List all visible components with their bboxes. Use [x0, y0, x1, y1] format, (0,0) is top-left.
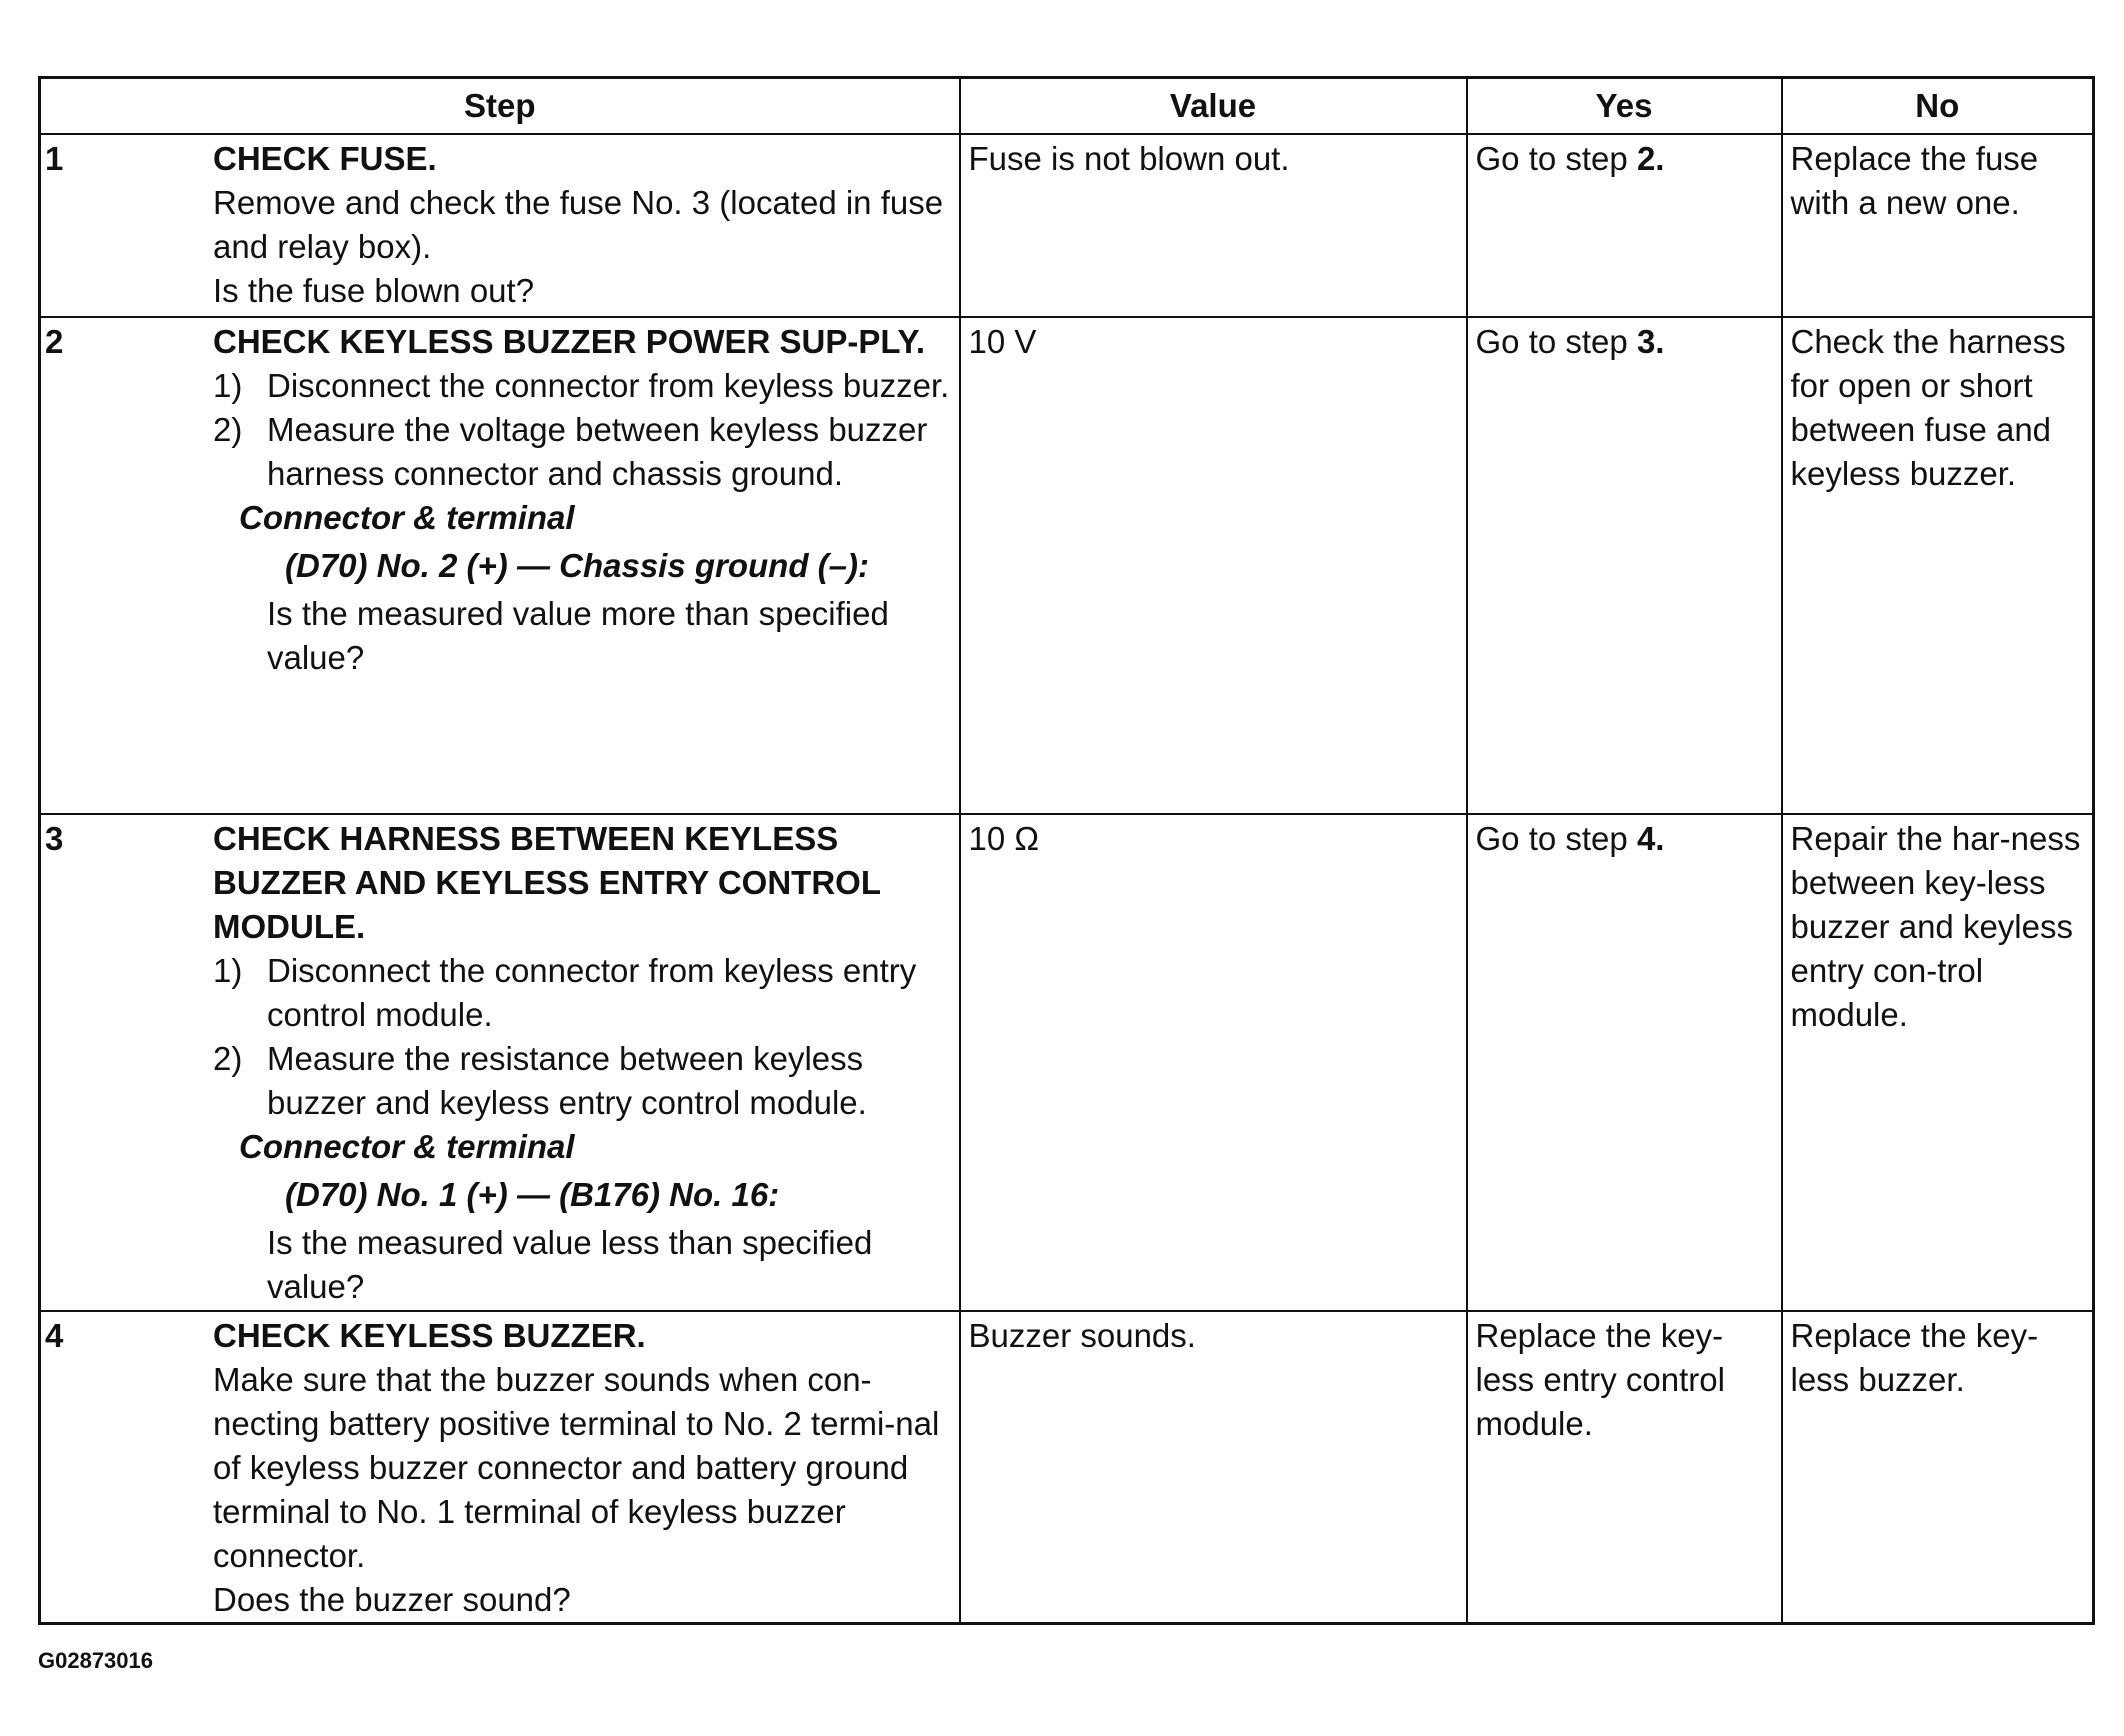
yes-cell: Replace the key-less entry control module. [1467, 1311, 1782, 1624]
list-item [213, 364, 951, 408]
value-cell: Buzzer sounds. [960, 1311, 1467, 1624]
list-item-number: 2) [213, 1040, 243, 1077]
header-no: No [1782, 78, 2094, 135]
step-number: 3 [45, 820, 64, 857]
header-row [40, 78, 2094, 135]
diagnostic-table [38, 76, 2095, 1625]
header-value: Value [960, 78, 1467, 135]
step-cell [40, 814, 960, 1311]
yes-step-ref: 4. [1636, 820, 1665, 857]
step-question: Is the fuse blown out? [213, 272, 535, 309]
list-item [213, 1037, 951, 1125]
yes-cell [1467, 134, 1782, 317]
value-cell: 10 V [960, 317, 1467, 814]
table-row [40, 134, 2094, 317]
list-item-text: Disconnect the connector from keyless buzzer. [267, 367, 950, 404]
list-item-text: Disconnect the connector from keyless entry control module. [267, 952, 917, 1033]
yes-prefix: Go to step [1475, 140, 1637, 177]
list-item-text: Measure the resistance between keyless buzzer and keyless entry control module. [267, 1040, 867, 1121]
table-row [40, 814, 2094, 1311]
yes-step-ref: 2. [1636, 140, 1665, 177]
list-item-text: Measure the voltage between keyless buzzer harness connector and chassis ground. [267, 411, 928, 492]
no-cell: Replace the fuse with a new one. [1782, 134, 2094, 317]
step-instruction: Make sure that the buzzer sounds when con-necting battery positive terminal to No. 2 termi-nal of keyless buzzer connector and battery ground terminal to No. 1 terminal of keyless buzzer connector. [213, 1361, 940, 1574]
value-cell: Fuse is not blown out. [960, 134, 1467, 317]
header-yes: Yes [1467, 78, 1782, 135]
connector-spec: (D70) No. 1 (+) — (B176) No. 16: [285, 1176, 780, 1213]
step-question: Does the buzzer sound? [213, 1581, 571, 1618]
connector-title: Connector & terminal [239, 1128, 575, 1165]
step-question: Is the measured value more than specified value? [267, 595, 889, 676]
step-instruction: Remove and check the fuse No. 3 (located in fuse and relay box). [213, 184, 944, 265]
table-row [40, 1311, 2094, 1624]
step-number: 1 [45, 140, 64, 177]
connector-title: Connector & terminal [239, 499, 575, 536]
yes-cell [1467, 814, 1782, 1311]
yes-prefix: Go to step [1475, 820, 1637, 857]
list-item-number: 1) [213, 367, 243, 404]
step-cell [40, 317, 960, 814]
step-number: 4 [45, 1317, 64, 1354]
step-title: CHECK HARNESS BETWEEN KEYLESS BUZZER AND KEYLESS ENTRY CONTROL MODULE. [213, 820, 881, 945]
step-title: CHECK KEYLESS BUZZER. [213, 1317, 646, 1354]
list-item-number: 2) [213, 411, 243, 448]
no-cell: Check the harness for open or short between fuse and keyless buzzer. [1782, 317, 2094, 814]
list-item [213, 949, 951, 1037]
no-cell: Repair the har-ness between key-less buzzer and keyless entry con-trol module. [1782, 814, 2094, 1311]
step-title: CHECK FUSE. [213, 140, 437, 177]
yes-step-ref: 3. [1636, 323, 1665, 360]
step-question: Is the measured value less than specified value? [267, 1224, 873, 1305]
list-item [213, 408, 951, 496]
figure-id: G02873016 [38, 1648, 153, 1673]
yes-cell [1467, 317, 1782, 814]
step-title: CHECK KEYLESS BUZZER POWER SUP-PLY. [213, 323, 926, 360]
yes-prefix: Go to step [1475, 323, 1637, 360]
step-cell [40, 134, 960, 317]
step-cell [40, 1311, 960, 1624]
no-cell: Replace the key-less buzzer. [1782, 1311, 2094, 1624]
value-cell: 10 Ω [960, 814, 1467, 1311]
header-step: Step [40, 78, 960, 135]
connector-spec: (D70) No. 2 (+) — Chassis ground (–): [285, 547, 869, 584]
list-item-number: 1) [213, 952, 243, 989]
step-number: 2 [45, 323, 64, 360]
table-row [40, 317, 2094, 814]
